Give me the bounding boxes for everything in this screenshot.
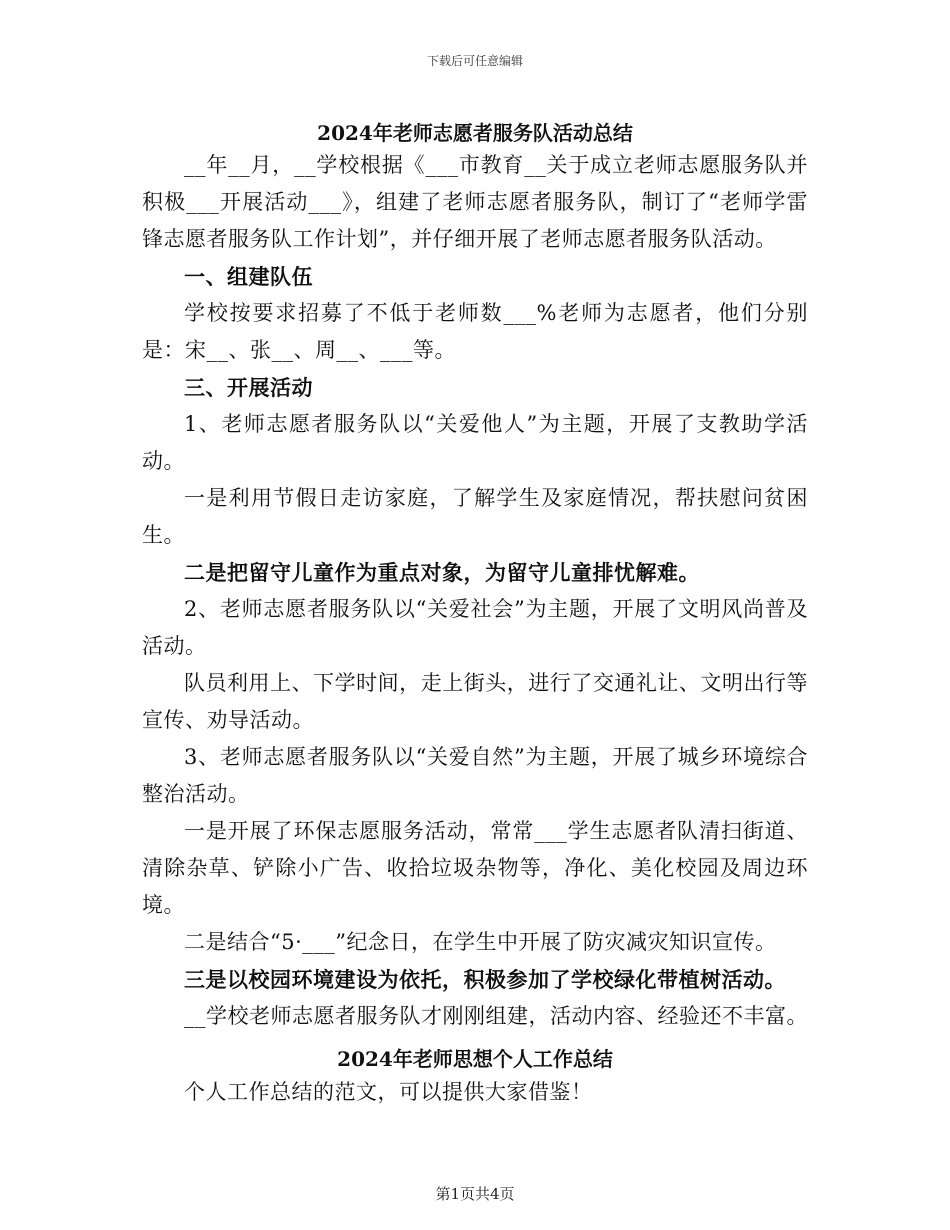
second-document-body — [142, 1074, 808, 1111]
activity-3c-paragraph: 三是以校园环境建设为依托，积极参加了学校绿化带植树活动。 — [184, 967, 786, 992]
activity-3a-paragraph: 一是开展了环保志愿服务活动，常常___学生志愿者队清扫街道、清除杂草、铲除小广告、收拾垃圾杂物等，净化、美化校园及周边环境。 — [142, 819, 808, 917]
activity-2-paragraph: 2、老师志愿者服务队以“关爱社会”为主题，开展了文明风尚普及活动。 — [142, 597, 808, 658]
section-heading-team: 一、组建队伍 — [184, 264, 313, 289]
activity-1-paragraph: 1、老师志愿者服务队以“关爱他人”为主题，开展了支教助学活动。 — [142, 412, 808, 473]
activity-2a-paragraph: 队员利用上、下学时间，走上街头，进行了交通礼让、文明出行等宣传、劝导活动。 — [142, 671, 808, 732]
section-heading-activities: 三、开展活动 — [184, 375, 313, 400]
intro-paragraph: __年__月，__学校根据《___市教育__关于成立老师志愿服务队并积极___开展活动___》，组建了老师志愿者服务队，制订了“老师学雷锋志愿者服务队工作计划”，并仔细开展了老师志愿者服务队活动。 — [142, 153, 808, 251]
page-header-note: 下载后可任意编辑 — [426, 54, 523, 68]
activity-1b-paragraph: 二是把留守儿童作为重点对象，为留守儿童排忧解难。 — [184, 560, 700, 585]
second-intro-paragraph: 个人工作总结的范文，可以提供大家借鉴！ — [184, 1080, 593, 1104]
conclusion-paragraph: __学校老师志愿者服务队才刚刚组建，活动内容、经验还不丰富。 — [184, 1004, 808, 1028]
activity-3-paragraph: 3、老师志愿者服务队以“关爱自然”为主题，开展了城乡环境综合整治活动。 — [142, 745, 808, 806]
page-number-footer: 第1页共4页 — [435, 1185, 515, 1203]
second-document-title: 2024年老师思想个人工作总结 — [337, 1047, 613, 1071]
document-title: 2024年老师志愿者服务队活动总结 — [317, 121, 633, 145]
activity-3b-paragraph: 二是结合“5·___”纪念日，在学生中开展了防灾减灾知识宣传。 — [184, 930, 777, 954]
document-body — [142, 147, 808, 1035]
team-paragraph: 学校按要求招募了不低于老师数___%老师为志愿者，他们分别是：宋__、张__、周__、___等。 — [142, 301, 808, 362]
activity-1a-paragraph: 一是利用节假日走访家庭，了解学生及家庭情况，帮扶慰问贫困生。 — [142, 486, 808, 547]
